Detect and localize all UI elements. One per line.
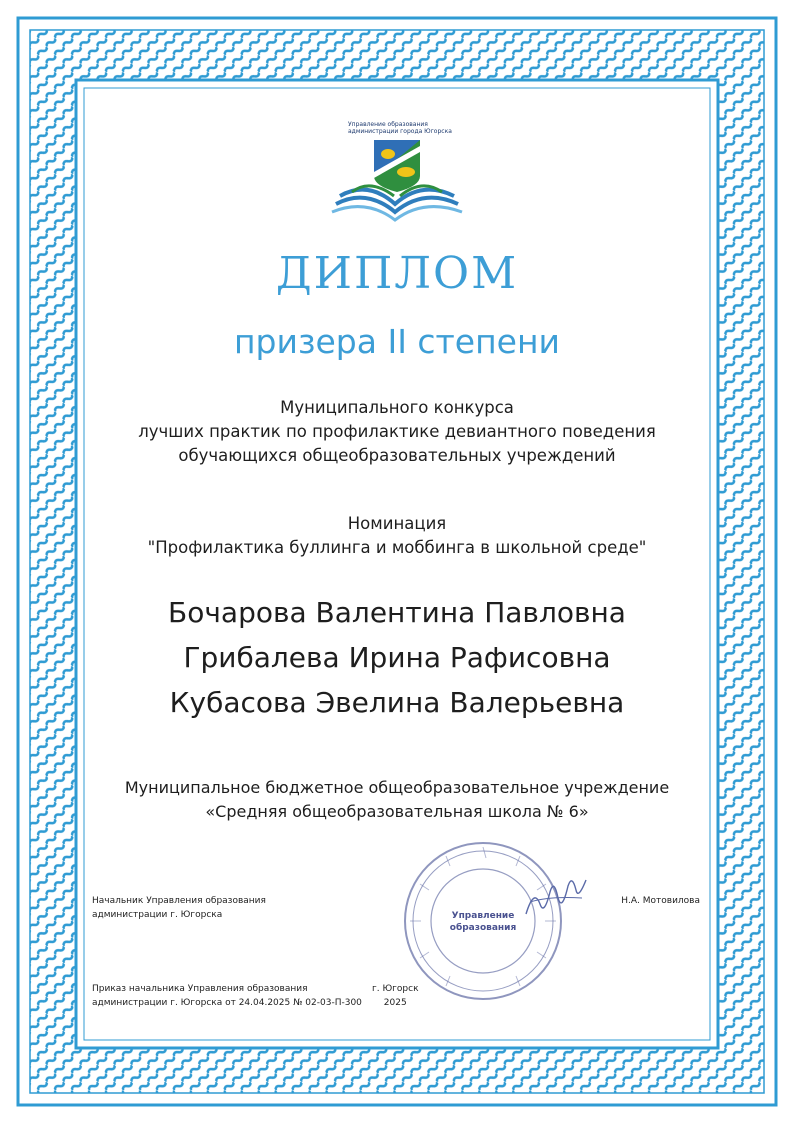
logo-line-1: Управление образования — [348, 121, 428, 128]
stamp-center-line-2: образования — [449, 923, 517, 933]
signature — [520, 868, 592, 924]
diploma-subtitle: призера II степени — [233, 322, 560, 361]
school-line-2: «Средняя общеобразовательная школа № 6» — [205, 802, 589, 821]
order-line-1: Приказ начальника Управления образования — [92, 984, 308, 994]
school-line-1: Муниципальное бюджетное общеобразовательное учреждение — [124, 778, 670, 797]
nomination — [84, 512, 710, 560]
signer-name: Н.А. Мотовилова — [621, 896, 700, 906]
diploma-title: ДИПЛОМ — [275, 248, 519, 299]
contest-line-2: лучших практик по профилактике девиантного поведения — [138, 422, 656, 441]
winner-name: Кубасова Эвелина Валерьевна — [169, 686, 625, 719]
order-line-2: администрации г. Югорска от 24.04.2025 № 02-03-П-300 — [92, 998, 362, 1008]
nomination-name: "Профилактика буллинга и моббинга в школьной среде" — [147, 538, 647, 557]
nomination-label: Номинация — [347, 514, 447, 533]
winner-name: Грибалева Ирина Рафисовна — [183, 641, 611, 674]
contest-description — [84, 396, 710, 468]
school-name — [84, 776, 710, 824]
contest-line-3: обучающихся общеобразовательных учреждений — [178, 446, 616, 465]
contest-line-1: Муниципального конкурса — [280, 398, 514, 417]
signer-title — [92, 894, 266, 922]
signer-title-line-2: администрации г. Югорска — [92, 910, 223, 920]
order-year: 2025 — [383, 998, 407, 1008]
stamp-center-line-1: Управление — [451, 911, 515, 921]
order-city: г. Югорск — [372, 984, 419, 994]
signer-title-line-1: Начальник Управления образования — [92, 896, 266, 906]
education-department-logo — [330, 116, 464, 224]
winner-name: Бочарова Валентина Павловна — [168, 596, 626, 629]
order-reference — [92, 982, 362, 1010]
logo-line-2: администрации города Югорска — [348, 128, 452, 135]
winners-list — [84, 590, 710, 725]
order-place-date — [372, 982, 419, 1010]
